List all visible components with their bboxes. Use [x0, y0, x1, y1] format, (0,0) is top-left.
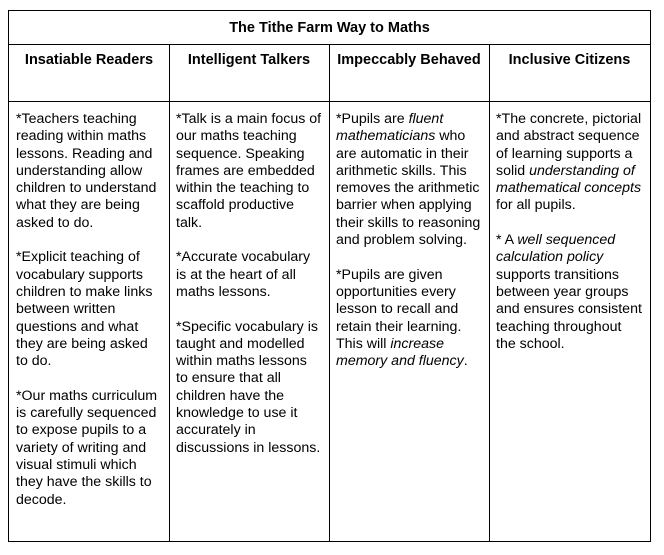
column-divider	[329, 45, 330, 541]
column-impeccably-behaved	[329, 102, 489, 541]
cell-paragraph	[496, 111, 643, 215]
cell-paragraph	[336, 111, 482, 249]
cell-paragraph	[336, 267, 482, 371]
text-run: *Specific vocabulary is taught and modelled within maths lessons to ensure that all children have the knowledge to use it accurately in discussions in lessons.	[176, 318, 321, 456]
column-intelligent-talkers	[169, 102, 329, 541]
text-run: *Teachers teaching reading within maths lessons. Reading and understanding allow children to understand what they are being asked to do.	[16, 111, 157, 231]
cell-paragraph	[16, 111, 162, 232]
text-run: *Explicit teaching of vocabulary supports children to make links between written questions and what they are being asked to do.	[16, 249, 153, 370]
header-intelligent-talkers: Intelligent Talkers	[169, 45, 329, 102]
column-divider	[169, 45, 170, 541]
maths-table	[8, 10, 651, 542]
header-inclusive-citizens: Inclusive Citizens	[489, 45, 650, 102]
text-run: * A	[496, 232, 518, 249]
cell-paragraph	[176, 111, 322, 232]
italic-text: fluent mathematicians	[336, 111, 444, 145]
italic-text: well sequenced calculation policy	[496, 232, 616, 266]
italic-text: increase memory and fluency	[336, 335, 464, 370]
cell-paragraph	[176, 319, 322, 457]
text-run: *The concrete, pictorial and abstract sequence of learning supports a solid	[496, 111, 642, 179]
text-run: *Accurate vocabulary is at the heart of all maths lessons.	[176, 249, 311, 300]
column-divider	[489, 45, 490, 541]
italic-text: understanding of mathematical concepts	[496, 162, 642, 197]
column-inclusive-citizens	[489, 102, 650, 541]
text-run: supports transitions between year groups and ensures consistent teaching throughout the school.	[496, 266, 642, 352]
cell-paragraph	[16, 249, 162, 370]
header-insatiable-readers: Insatiable Readers	[9, 45, 169, 102]
table-title: The Tithe Farm Way to Maths	[9, 11, 650, 45]
header-impeccably-behaved: Impeccably Behaved	[329, 45, 489, 102]
text-run: *Pupils are	[336, 111, 409, 127]
column-insatiable-readers	[9, 102, 169, 541]
cell-paragraph	[16, 388, 162, 509]
text-run: *Talk is a main focus of our maths teaching sequence. Speaking frames are embedded within the teaching to scaffold productive talk.	[176, 111, 322, 231]
text-run: *Our maths curriculum is carefully sequenced to expose pupils to a variety of writing and visual stimuli which they have the skills to decode.	[16, 387, 158, 508]
cell-paragraph	[496, 232, 643, 353]
text-run: .	[463, 353, 468, 370]
text-run: who are automatic in their arithmetic skills. This removes the arithmetic barrier when applying their skills to reasoning and problem solving.	[336, 128, 481, 249]
text-run: *Pupils are given opportunities every lesson to recall and retain their learning. This will	[336, 266, 462, 352]
text-run: for all pupils.	[496, 197, 576, 214]
cell-paragraph	[176, 249, 322, 301]
